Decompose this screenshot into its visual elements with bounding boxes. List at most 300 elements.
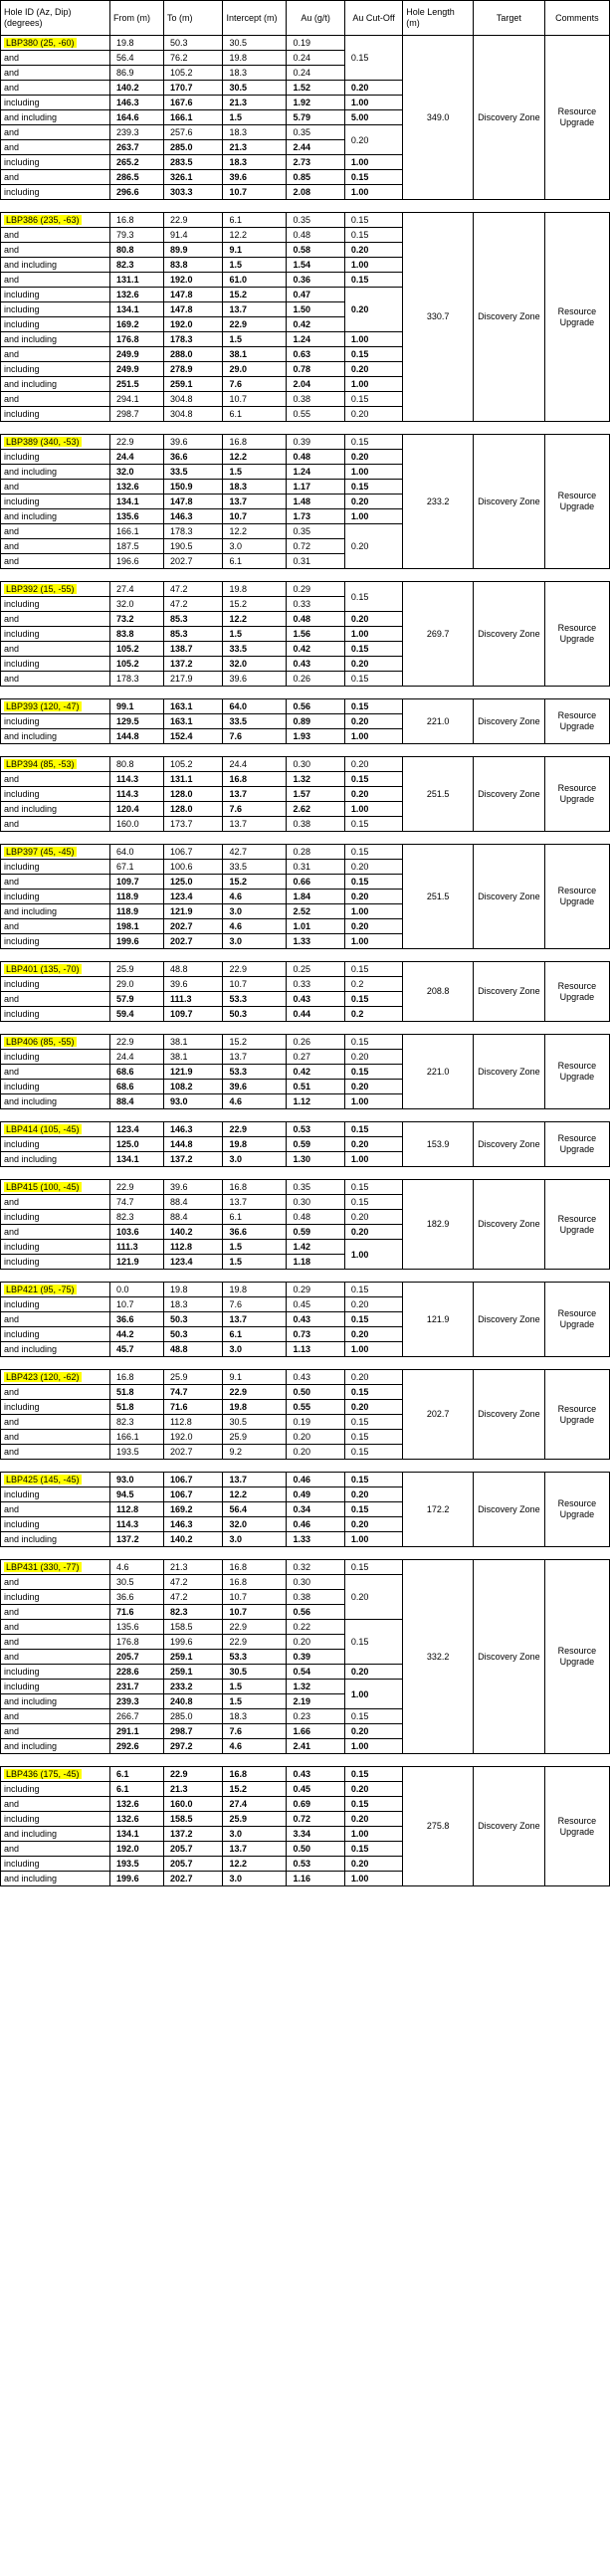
interval-label: and including xyxy=(1,1872,110,1886)
to-cell: 47.2 xyxy=(163,1590,223,1605)
intercept-cell: 4.6 xyxy=(223,1094,287,1109)
to-cell: 202.7 xyxy=(163,919,223,934)
to-cell: 146.3 xyxy=(163,1122,223,1137)
cutoff-cell: 5.00 xyxy=(344,110,402,125)
to-cell: 48.8 xyxy=(163,962,223,977)
intercept-cell: 22.9 xyxy=(223,962,287,977)
intercept-cell: 12.2 xyxy=(223,1857,287,1872)
from-cell: 166.1 xyxy=(110,1430,164,1445)
cutoff-cell: 0.15 xyxy=(344,347,402,362)
spacer-cell xyxy=(1,1022,610,1035)
au-grade-cell: 0.44 xyxy=(287,1007,344,1022)
to-cell: 19.8 xyxy=(163,1283,223,1297)
comments-cell: Resource Upgrade xyxy=(544,962,609,1022)
interval-label: and xyxy=(1,392,110,407)
hole-spacer xyxy=(1,422,610,435)
interval-label: and xyxy=(1,273,110,288)
hole-id-cell xyxy=(1,435,110,450)
header-comments: Comments xyxy=(544,1,609,36)
intercept-cell: 25.9 xyxy=(223,1812,287,1827)
cutoff-cell: 0.20 xyxy=(344,1857,402,1872)
cutoff-cell: 1.00 xyxy=(344,96,402,110)
au-grade-cell: 1.48 xyxy=(287,495,344,509)
hole-length-cell: 251.5 xyxy=(403,845,474,949)
hole-id-cell xyxy=(1,1180,110,1195)
au-grade-cell: 0.59 xyxy=(287,1137,344,1152)
cutoff-cell: 0.15 xyxy=(344,1122,402,1137)
hole-id-cell xyxy=(1,1370,110,1385)
au-grade-cell: 0.73 xyxy=(287,1327,344,1342)
intercept-cell: 9.1 xyxy=(223,243,287,258)
cutoff-cell: 0.2 xyxy=(344,977,402,992)
intercept-cell: 16.8 xyxy=(223,772,287,787)
intercept-cell: 1.5 xyxy=(223,465,287,480)
target-cell: Discovery Zone xyxy=(473,435,544,569)
intercept-cell: 39.6 xyxy=(223,672,287,687)
intercept-cell: 22.9 xyxy=(223,317,287,332)
cutoff-cell: 0.20 xyxy=(344,1297,402,1312)
interval-label: and xyxy=(1,1385,110,1400)
interval-label: including xyxy=(1,1210,110,1225)
cutoff-cell: 0.20 xyxy=(344,524,402,569)
cutoff-cell: 0.15 xyxy=(344,1620,402,1665)
from-cell: 199.6 xyxy=(110,1872,164,1886)
from-cell: 56.4 xyxy=(110,51,164,66)
interval-label: and xyxy=(1,1620,110,1635)
from-cell: 103.6 xyxy=(110,1225,164,1240)
cutoff-cell: 0.20 xyxy=(344,1724,402,1739)
table-row xyxy=(1,1035,610,1050)
from-cell: 22.9 xyxy=(110,1180,164,1195)
from-cell: 45.7 xyxy=(110,1342,164,1357)
to-cell: 303.3 xyxy=(163,185,223,200)
to-cell: 125.0 xyxy=(163,875,223,890)
to-cell: 105.2 xyxy=(163,757,223,772)
intercept-cell: 10.7 xyxy=(223,977,287,992)
table-row xyxy=(1,1473,610,1487)
from-cell: 51.8 xyxy=(110,1400,164,1415)
interval-label: and xyxy=(1,243,110,258)
to-cell: 39.6 xyxy=(163,1180,223,1195)
to-cell: 240.8 xyxy=(163,1694,223,1709)
from-cell: 199.6 xyxy=(110,934,164,949)
from-cell: 68.6 xyxy=(110,1080,164,1094)
header-from: From (m) xyxy=(110,1,164,36)
au-grade-cell: 0.78 xyxy=(287,362,344,377)
intercept-cell: 3.0 xyxy=(223,1827,287,1842)
au-grade-cell: 0.19 xyxy=(287,1415,344,1430)
to-cell: 202.7 xyxy=(163,1872,223,1886)
spacer-cell xyxy=(1,1754,610,1767)
to-cell: 192.0 xyxy=(163,1430,223,1445)
to-cell: 298.7 xyxy=(163,1724,223,1739)
cutoff-cell: 1.00 xyxy=(344,465,402,480)
cutoff-cell: 1.00 xyxy=(344,1342,402,1357)
hole-spacer xyxy=(1,569,610,582)
header-row xyxy=(1,1,610,36)
cutoff-cell: 1.00 xyxy=(344,332,402,347)
interval-label: and xyxy=(1,480,110,495)
to-cell: 147.8 xyxy=(163,495,223,509)
cutoff-cell: 0.15 xyxy=(344,1842,402,1857)
to-cell: 100.6 xyxy=(163,860,223,875)
to-cell: 173.7 xyxy=(163,817,223,832)
cutoff-cell: 0.15 xyxy=(344,582,402,612)
from-cell: 265.2 xyxy=(110,155,164,170)
comments-cell: Resource Upgrade xyxy=(544,1370,609,1460)
au-grade-cell: 0.58 xyxy=(287,243,344,258)
spacer-cell xyxy=(1,1357,610,1370)
to-cell: 147.8 xyxy=(163,302,223,317)
cutoff-cell: 0.15 xyxy=(344,273,402,288)
intercept-cell: 18.3 xyxy=(223,1709,287,1724)
from-cell: 164.6 xyxy=(110,110,164,125)
intercept-cell: 4.6 xyxy=(223,890,287,904)
hole-length-cell: 332.2 xyxy=(403,1560,474,1754)
au-grade-cell: 0.19 xyxy=(287,36,344,51)
interval-label: and including xyxy=(1,1152,110,1167)
intercept-cell: 18.3 xyxy=(223,155,287,170)
au-grade-cell: 0.28 xyxy=(287,845,344,860)
table-row xyxy=(1,435,610,450)
interval-label: and including xyxy=(1,1532,110,1547)
interval-label: and xyxy=(1,919,110,934)
interval-label: including xyxy=(1,787,110,802)
to-cell: 36.6 xyxy=(163,450,223,465)
to-cell: 21.3 xyxy=(163,1782,223,1797)
cutoff-cell: 1.00 xyxy=(344,1094,402,1109)
cutoff-cell: 0.15 xyxy=(344,1797,402,1812)
from-cell: 82.3 xyxy=(110,1415,164,1430)
cutoff-cell: 0.15 xyxy=(344,228,402,243)
hole-id-highlight: LBP406 (85, -55) xyxy=(6,1037,75,1047)
to-cell: 178.3 xyxy=(163,524,223,539)
comments-cell: Resource Upgrade xyxy=(544,1122,609,1167)
from-cell: 239.3 xyxy=(110,125,164,140)
cutoff-cell: 0.20 xyxy=(344,757,402,772)
interval-label: including xyxy=(1,977,110,992)
au-grade-cell: 0.48 xyxy=(287,1210,344,1225)
cutoff-cell: 0.20 xyxy=(344,657,402,672)
from-cell: 166.1 xyxy=(110,524,164,539)
hole-id-cell xyxy=(1,582,110,597)
from-cell: 112.8 xyxy=(110,1502,164,1517)
hole-id-cell xyxy=(1,845,110,860)
intercept-cell: 56.4 xyxy=(223,1502,287,1517)
au-grade-cell: 0.35 xyxy=(287,213,344,228)
hole-length-cell: 330.7 xyxy=(403,213,474,422)
interval-label: and xyxy=(1,554,110,569)
to-cell: 190.5 xyxy=(163,539,223,554)
interval-label: including xyxy=(1,1812,110,1827)
to-cell: 83.8 xyxy=(163,258,223,273)
table-row xyxy=(1,582,610,597)
interval-label: and including xyxy=(1,904,110,919)
from-cell: 298.7 xyxy=(110,407,164,422)
hole-spacer xyxy=(1,832,610,845)
spacer-cell xyxy=(1,949,610,962)
intercept-cell: 13.7 xyxy=(223,1312,287,1327)
from-cell: 0.0 xyxy=(110,1283,164,1297)
au-grade-cell: 2.41 xyxy=(287,1739,344,1754)
hole-id-highlight: LBP415 (100, -45) xyxy=(6,1182,80,1192)
au-grade-cell: 0.25 xyxy=(287,962,344,977)
au-grade-cell: 0.69 xyxy=(287,1797,344,1812)
from-cell: 132.6 xyxy=(110,1812,164,1827)
from-cell: 111.3 xyxy=(110,1240,164,1255)
to-cell: 304.8 xyxy=(163,407,223,422)
spacer-cell xyxy=(1,744,610,757)
from-cell: 120.4 xyxy=(110,802,164,817)
cutoff-cell: 0.15 xyxy=(344,642,402,657)
hole-spacer xyxy=(1,1357,610,1370)
cutoff-cell: 0.20 xyxy=(344,1487,402,1502)
to-cell: 18.3 xyxy=(163,1297,223,1312)
target-cell: Discovery Zone xyxy=(473,582,544,687)
au-grade-cell: 0.30 xyxy=(287,1195,344,1210)
cutoff-cell: 0.20 xyxy=(344,1370,402,1385)
intercept-cell: 6.1 xyxy=(223,407,287,422)
intercept-cell: 19.8 xyxy=(223,1137,287,1152)
from-cell: 25.9 xyxy=(110,962,164,977)
to-cell: 233.2 xyxy=(163,1680,223,1694)
to-cell: 38.1 xyxy=(163,1050,223,1065)
intercept-cell: 61.0 xyxy=(223,273,287,288)
intercept-cell: 36.6 xyxy=(223,1225,287,1240)
au-grade-cell: 1.92 xyxy=(287,96,344,110)
au-grade-cell: 1.30 xyxy=(287,1152,344,1167)
cutoff-cell: 0.15 xyxy=(344,1035,402,1050)
to-cell: 39.6 xyxy=(163,435,223,450)
intercept-cell: 50.3 xyxy=(223,1007,287,1022)
cutoff-cell: 0.20 xyxy=(344,1575,402,1620)
intercept-cell: 16.8 xyxy=(223,435,287,450)
intercept-cell: 10.7 xyxy=(223,1605,287,1620)
from-cell: 135.6 xyxy=(110,509,164,524)
to-cell: 304.8 xyxy=(163,392,223,407)
interval-label: including xyxy=(1,96,110,110)
cutoff-cell: 1.00 xyxy=(344,509,402,524)
intercept-cell: 42.7 xyxy=(223,845,287,860)
hole-id-cell xyxy=(1,962,110,977)
intercept-cell: 7.6 xyxy=(223,1724,287,1739)
interval-label: and xyxy=(1,1724,110,1739)
target-cell: Discovery Zone xyxy=(473,1122,544,1167)
interval-label: and xyxy=(1,1445,110,1460)
intercept-cell: 22.9 xyxy=(223,1635,287,1650)
to-cell: 74.7 xyxy=(163,1385,223,1400)
cutoff-cell: 0.20 xyxy=(344,495,402,509)
from-cell: 44.2 xyxy=(110,1327,164,1342)
from-cell: 114.3 xyxy=(110,772,164,787)
hole-length-cell: 172.2 xyxy=(403,1473,474,1547)
cutoff-cell: 1.00 xyxy=(344,627,402,642)
hole-length-cell: 121.9 xyxy=(403,1283,474,1357)
from-cell: 73.2 xyxy=(110,612,164,627)
hole-id-cell xyxy=(1,1122,110,1137)
to-cell: 140.2 xyxy=(163,1532,223,1547)
interval-label: including xyxy=(1,1080,110,1094)
intercept-cell: 7.6 xyxy=(223,802,287,817)
hole-id-highlight: LBP389 (340, -53) xyxy=(6,437,80,447)
intercept-cell: 27.4 xyxy=(223,1797,287,1812)
table-row xyxy=(1,1283,610,1297)
from-cell: 193.5 xyxy=(110,1445,164,1460)
interval-label: and xyxy=(1,875,110,890)
au-grade-cell: 0.34 xyxy=(287,1502,344,1517)
hole-spacer xyxy=(1,949,610,962)
from-cell: 144.8 xyxy=(110,729,164,744)
cutoff-cell: 0.15 xyxy=(344,1283,402,1297)
au-grade-cell: 0.43 xyxy=(287,1312,344,1327)
au-grade-cell: 1.54 xyxy=(287,258,344,273)
cutoff-cell: 1.00 xyxy=(344,904,402,919)
comments-cell: Resource Upgrade xyxy=(544,757,609,832)
spacer-cell xyxy=(1,569,610,582)
to-cell: 85.3 xyxy=(163,612,223,627)
intercept-cell: 15.2 xyxy=(223,597,287,612)
cutoff-cell: 1.00 xyxy=(344,729,402,744)
hole-id-highlight: LBP386 (235, -63) xyxy=(6,215,80,225)
from-cell: 59.4 xyxy=(110,1007,164,1022)
interval-label: including xyxy=(1,627,110,642)
spacer-cell xyxy=(1,422,610,435)
cutoff-cell: 0.15 xyxy=(344,392,402,407)
to-cell: 199.6 xyxy=(163,1635,223,1650)
au-grade-cell: 0.89 xyxy=(287,714,344,729)
to-cell: 163.1 xyxy=(163,714,223,729)
interval-label: including xyxy=(1,1007,110,1022)
to-cell: 147.8 xyxy=(163,288,223,302)
to-cell: 38.1 xyxy=(163,1035,223,1050)
interval-label: and including xyxy=(1,729,110,744)
hole-id-highlight: LBP401 (135, -70) xyxy=(6,964,80,974)
hole-spacer xyxy=(1,1460,610,1473)
interval-label: including xyxy=(1,860,110,875)
au-grade-cell: 0.50 xyxy=(287,1385,344,1400)
to-cell: 205.7 xyxy=(163,1857,223,1872)
au-grade-cell: 0.24 xyxy=(287,51,344,66)
au-grade-cell: 0.20 xyxy=(287,1445,344,1460)
from-cell: 132.6 xyxy=(110,288,164,302)
au-grade-cell: 1.01 xyxy=(287,919,344,934)
intercept-cell: 53.3 xyxy=(223,1650,287,1665)
au-grade-cell: 2.73 xyxy=(287,155,344,170)
cutoff-cell: 0.15 xyxy=(344,213,402,228)
table-row xyxy=(1,1767,610,1782)
cutoff-cell: 0.20 xyxy=(344,1210,402,1225)
to-cell: 47.2 xyxy=(163,1575,223,1590)
cutoff-cell: 0.15 xyxy=(344,1709,402,1724)
from-cell: 24.4 xyxy=(110,1050,164,1065)
from-cell: 266.7 xyxy=(110,1709,164,1724)
intercept-cell: 10.7 xyxy=(223,185,287,200)
intercept-cell: 16.8 xyxy=(223,1767,287,1782)
au-grade-cell: 1.42 xyxy=(287,1240,344,1255)
from-cell: 129.5 xyxy=(110,714,164,729)
interval-label: including xyxy=(1,1327,110,1342)
intercept-cell: 19.8 xyxy=(223,582,287,597)
from-cell: 57.9 xyxy=(110,992,164,1007)
spacer-cell xyxy=(1,200,610,213)
intercept-cell: 32.0 xyxy=(223,1517,287,1532)
interval-label: including xyxy=(1,155,110,170)
to-cell: 50.3 xyxy=(163,1327,223,1342)
intercept-cell: 16.8 xyxy=(223,1560,287,1575)
interval-label: and xyxy=(1,612,110,627)
table-row xyxy=(1,757,610,772)
cutoff-cell: 0.20 xyxy=(344,787,402,802)
intercept-cell: 53.3 xyxy=(223,1065,287,1080)
hole-spacer xyxy=(1,1167,610,1180)
intercept-cell: 13.7 xyxy=(223,1473,287,1487)
hole-spacer xyxy=(1,200,610,213)
cutoff-cell: 0.15 xyxy=(344,1415,402,1430)
au-grade-cell: 2.44 xyxy=(287,140,344,155)
interval-label: including xyxy=(1,185,110,200)
from-cell: 105.2 xyxy=(110,642,164,657)
to-cell: 150.9 xyxy=(163,480,223,495)
interval-label: and including xyxy=(1,1694,110,1709)
intercept-cell: 12.2 xyxy=(223,450,287,465)
cutoff-cell: 0.15 xyxy=(344,480,402,495)
intercept-cell: 15.2 xyxy=(223,288,287,302)
cutoff-cell: 0.20 xyxy=(344,1782,402,1797)
cutoff-cell: 0.20 xyxy=(344,81,402,96)
from-cell: 135.6 xyxy=(110,1620,164,1635)
to-cell: 137.2 xyxy=(163,1152,223,1167)
from-cell: 64.0 xyxy=(110,845,164,860)
to-cell: 123.4 xyxy=(163,890,223,904)
au-grade-cell: 0.72 xyxy=(287,1812,344,1827)
from-cell: 286.5 xyxy=(110,170,164,185)
to-cell: 138.7 xyxy=(163,642,223,657)
to-cell: 47.2 xyxy=(163,597,223,612)
interval-label: including xyxy=(1,407,110,422)
from-cell: 132.6 xyxy=(110,480,164,495)
from-cell: 118.9 xyxy=(110,904,164,919)
intercept-cell: 18.3 xyxy=(223,66,287,81)
from-cell: 114.3 xyxy=(110,1517,164,1532)
interval-label: and including xyxy=(1,377,110,392)
cutoff-cell: 0.15 xyxy=(344,962,402,977)
to-cell: 108.2 xyxy=(163,1080,223,1094)
intercept-cell: 4.6 xyxy=(223,1739,287,1754)
cutoff-cell: 0.15 xyxy=(344,1195,402,1210)
from-cell: 249.9 xyxy=(110,347,164,362)
cutoff-cell: 0.15 xyxy=(344,1180,402,1195)
intercept-cell: 15.2 xyxy=(223,1782,287,1797)
hole-id-highlight: LBP380 (25, -60) xyxy=(6,38,75,48)
to-cell: 160.0 xyxy=(163,1797,223,1812)
au-grade-cell: 0.33 xyxy=(287,597,344,612)
cutoff-cell: 0.20 xyxy=(344,1517,402,1532)
intercept-cell: 13.7 xyxy=(223,1195,287,1210)
from-cell: 178.3 xyxy=(110,672,164,687)
to-cell: 91.4 xyxy=(163,228,223,243)
au-grade-cell: 2.19 xyxy=(287,1694,344,1709)
interval-label: and including xyxy=(1,332,110,347)
intercept-cell: 7.6 xyxy=(223,1297,287,1312)
cutoff-cell: 0.15 xyxy=(344,672,402,687)
intercept-cell: 10.7 xyxy=(223,392,287,407)
au-grade-cell: 0.35 xyxy=(287,125,344,140)
cutoff-cell: 0.15 xyxy=(344,36,402,81)
au-grade-cell: 0.51 xyxy=(287,1080,344,1094)
from-cell: 193.5 xyxy=(110,1857,164,1872)
interval-label: and xyxy=(1,170,110,185)
interval-label: and xyxy=(1,1650,110,1665)
